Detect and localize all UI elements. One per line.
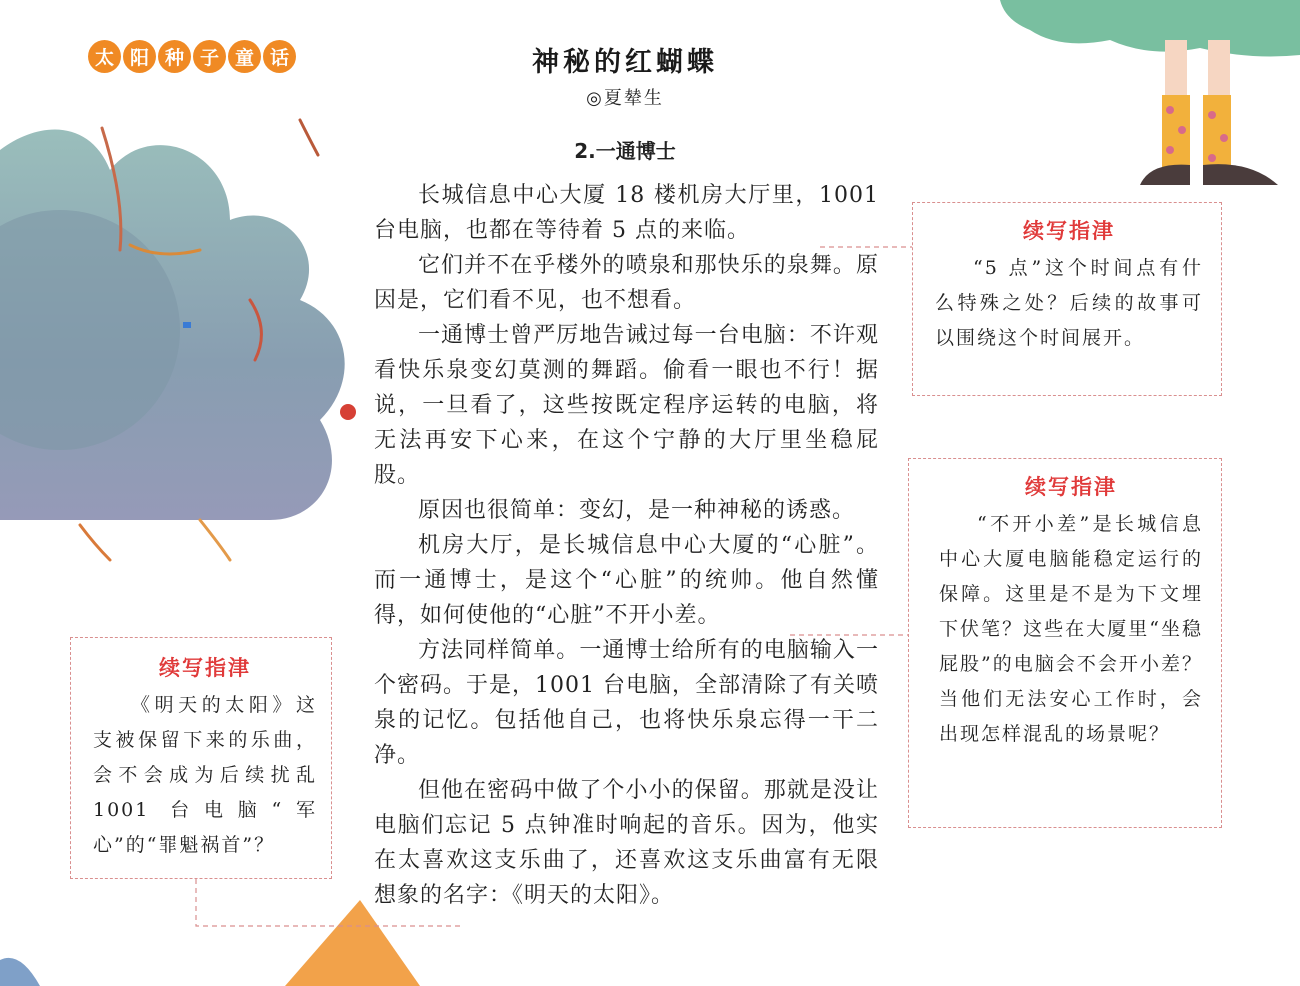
story-paragraph: 方法同样简单。一通博士给所有的电脑输入一个密码。于是，1001 台电脑，全部清除了有关喷泉的记忆。包括他自己，也将快乐泉忘得一干二净。 <box>374 638 879 768</box>
story-paragraph: 一通博士曾严厉地告诫过每一台电脑：不许观看快乐泉变幻莫测的舞蹈。偷看一眼也不行！据说，一旦看了，这些按既定程序运转的电脑，将无法再安下心来，在这个宁静的大厅里坐稳屁股。 <box>374 323 879 488</box>
story-body <box>374 178 879 913</box>
tip-text: “5 点”这个时间点有什么特殊之处？后续的故事可以围绕这个时间展开。 <box>935 257 1203 349</box>
page-title: 神秘的红蝴蝶 <box>532 47 718 78</box>
tip-heading: 续写指津 <box>1023 219 1115 243</box>
writing-tip-box <box>70 637 332 879</box>
badge-char: 种 <box>158 40 191 73</box>
tip-heading: 续写指津 <box>1025 475 1117 499</box>
story-paragraph: 长城信息中心大厦 18 楼机房大厅里，1001 台电脑，也都在等待着 5 点的来临。 <box>374 183 879 243</box>
badge-char: 童 <box>228 40 261 73</box>
story-paragraph: 它们并不在乎楼外的喷泉和那快乐的泉舞。原因是，它们看不见，也不想看。 <box>374 253 879 313</box>
badge-char: 子 <box>193 40 226 73</box>
badge-char: 话 <box>263 40 296 73</box>
girl-legs-illustration <box>1000 0 1300 185</box>
writing-tip-box <box>912 202 1222 396</box>
story-paragraph: 机房大厅，是长城信息中心大厦的“心脏”。而一通博士，是这个“心脏”的统帅。他自然懂得，如何使他的“心脏”不开小差。 <box>374 533 879 628</box>
author-byline: ◎夏辇生 <box>586 88 664 109</box>
tip-heading: 续写指津 <box>159 656 251 680</box>
tip-text: 《明天的太阳》这支被保留下来的乐曲，会不会成为后续扰乱 1001 台电脑“军心”的“罪魁祸首”？ <box>93 694 317 856</box>
badge-char: 阳 <box>123 40 156 73</box>
cloud-shape <box>0 130 345 520</box>
tip-text: “不开小差”是长城信息中心大厦电脑能稳定运行的保障。这里是不是为下文埋下伏笔？这些在大厦里“坐稳屁股”的电脑会不会开小差？当他们无法安心工作时，会出现怎样混乱的场景呢？ <box>939 513 1203 745</box>
chapter-heading: 2.一通博士 <box>574 139 676 163</box>
story-paragraph: 但他在密码中做了个小小的保留。那就是没让电脑们忘记 5 点钟准时响起的音乐。因为，他实在太喜欢这支乐曲了，还喜欢这支乐曲富有无限想象的名字：《明天的太阳》。 <box>374 778 879 908</box>
blue-confetti <box>183 322 191 328</box>
writing-tip-box <box>908 458 1222 828</box>
badge-char: 太 <box>88 40 121 73</box>
story-paragraph: 原因也很简单：变幻，是一种神秘的诱惑。 <box>418 498 856 523</box>
blue-corner-shape <box>0 958 40 986</box>
red-dot <box>340 404 356 420</box>
series-badge <box>88 40 296 73</box>
